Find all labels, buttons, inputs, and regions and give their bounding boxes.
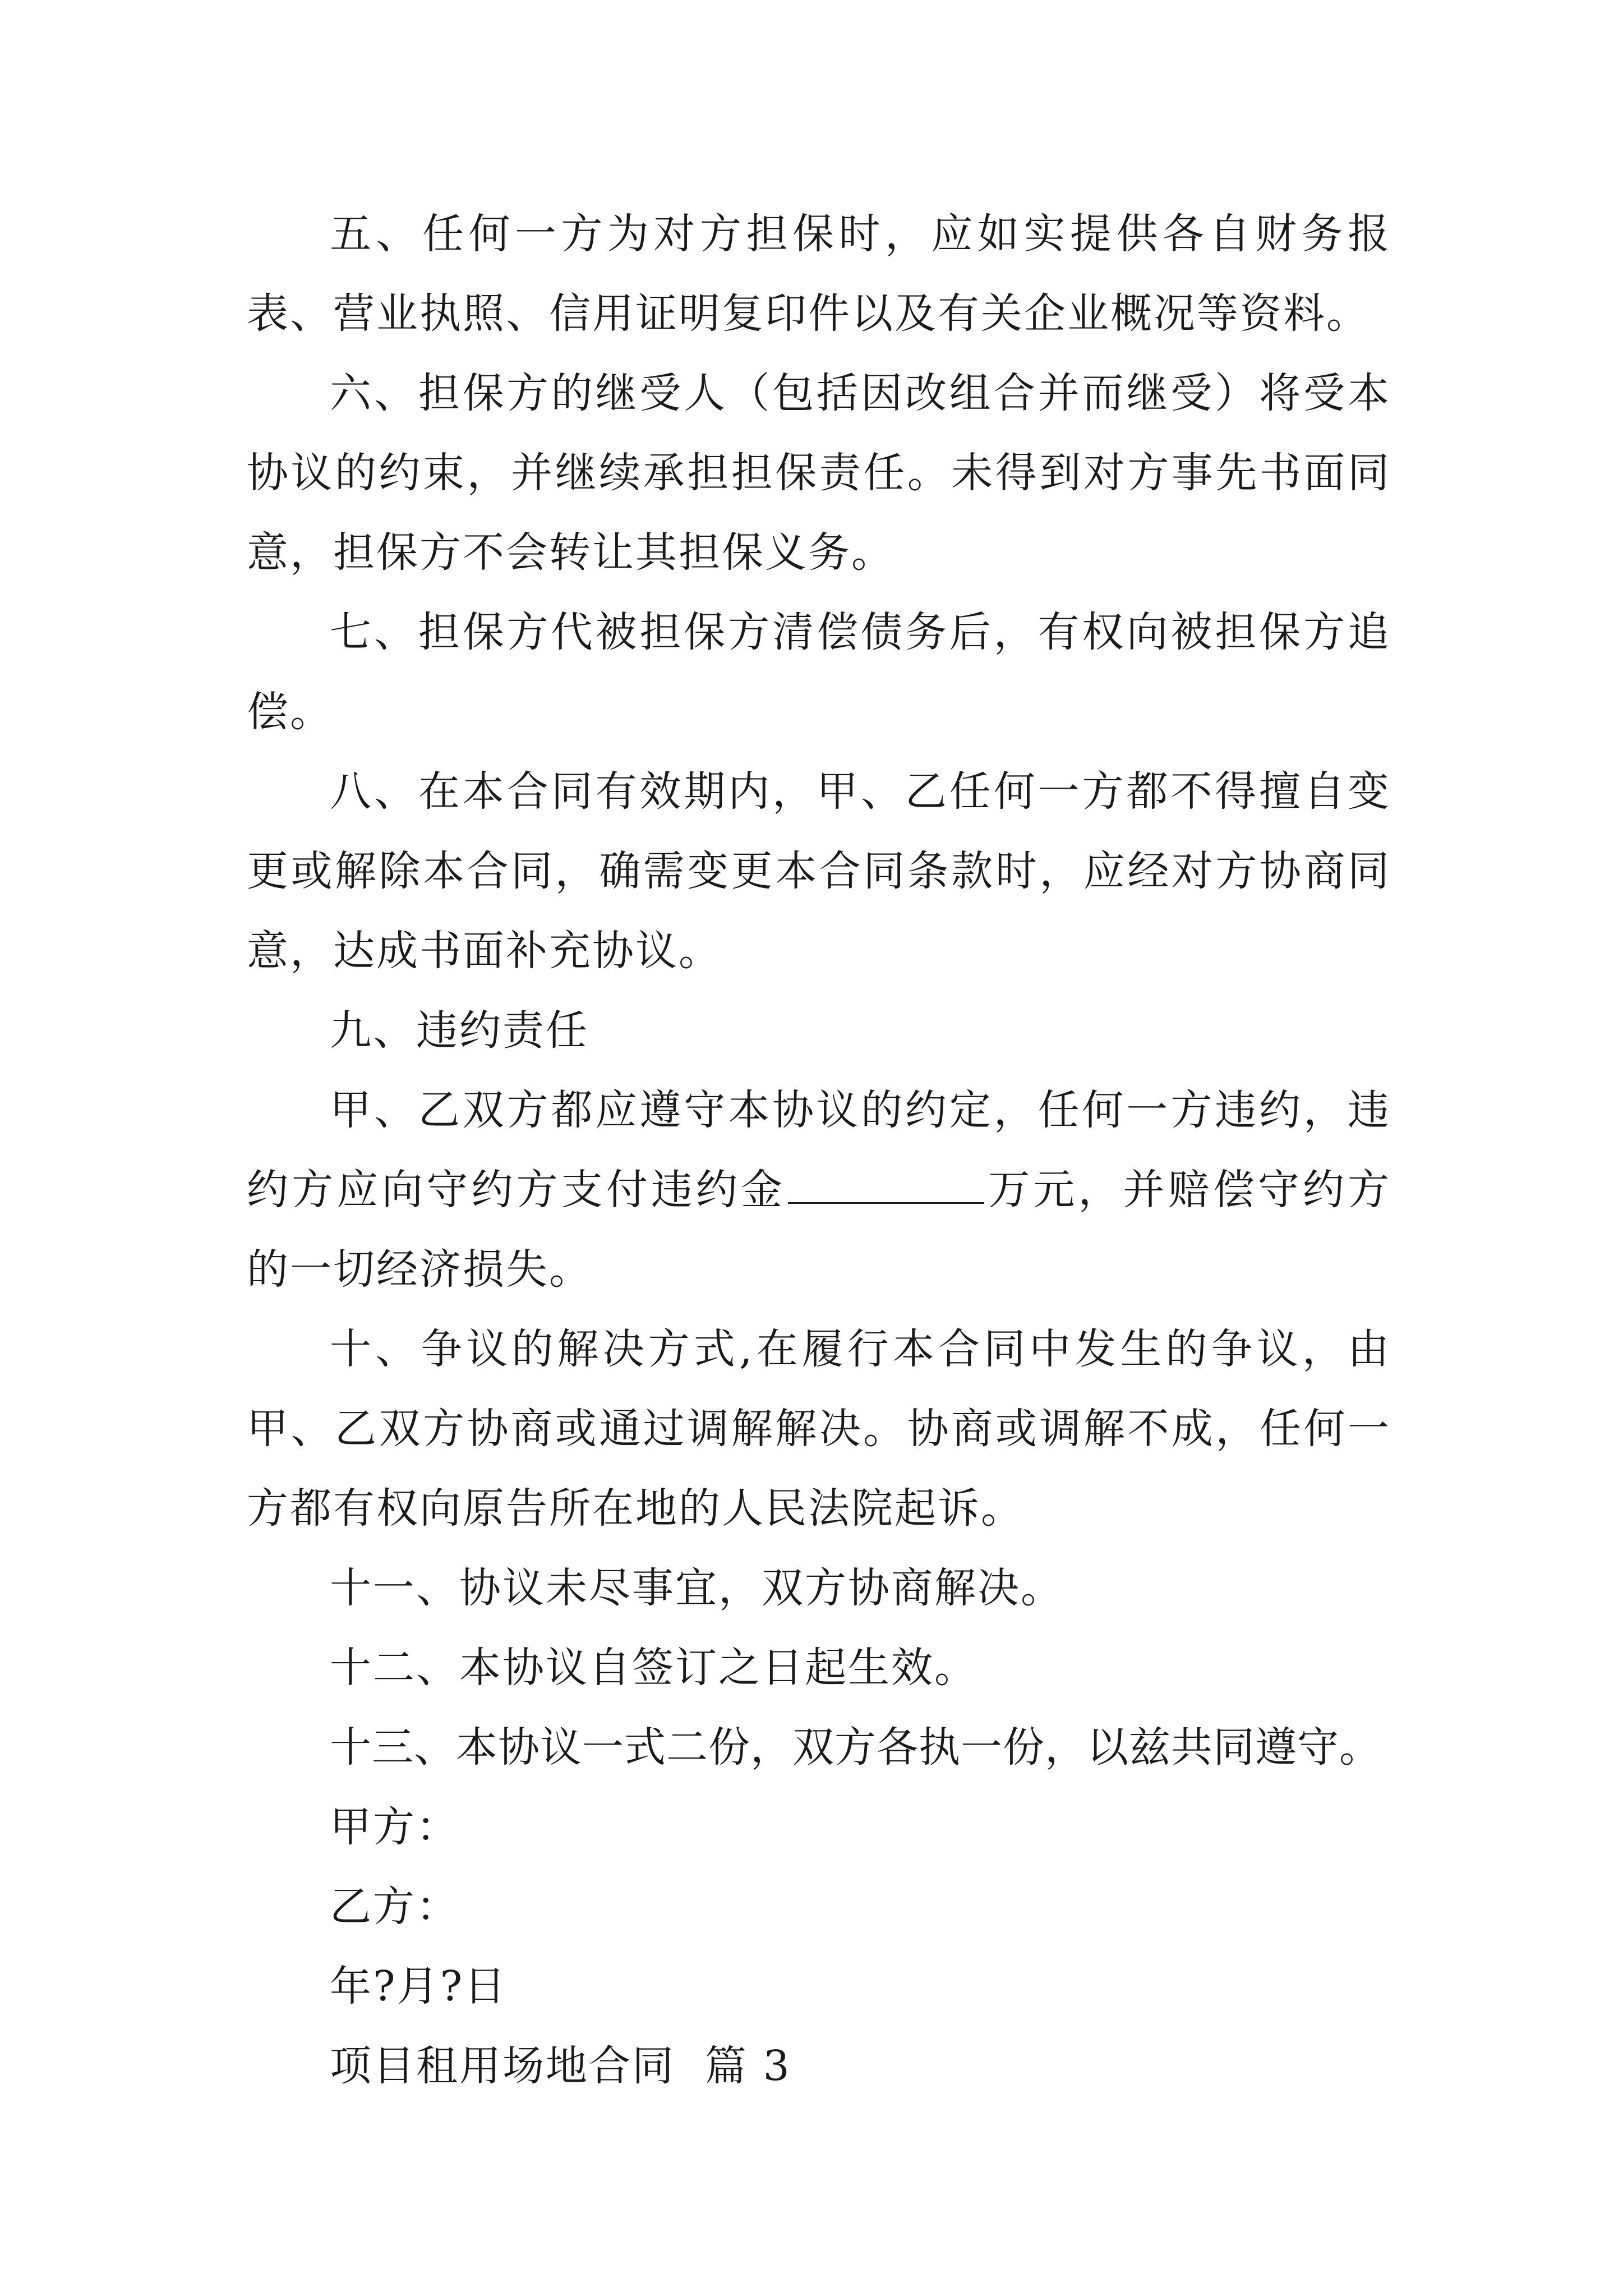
clause-12: 十二、本协议自签订之日起生效。 <box>330 1644 978 1692</box>
section-title: 项目租用场地合同 篇 3 <box>330 2042 791 2090</box>
party-a-signature: 甲方： <box>330 1803 459 1851</box>
clause-10: 十、争议的解决方式,在履行本合同中发生的争议，由甲、乙双方协商或通过调解解决。协商或调解不成，任何一方都有权向原告所在地的人民法院起诉。 <box>247 1325 1391 1533</box>
document-body <box>247 194 1391 2106</box>
clause-6: 六、担保方的继受人（包括因改组合并而继受）将受本协议的约束，并继续承担担保责任。未得到对方事先书面同意，担保方不会转让其担保义务。 <box>247 369 1391 577</box>
clause-11: 十一、协议未尽事宜，双方协商解决。 <box>330 1564 1064 1612</box>
clause-9-body <box>247 1070 1391 1309</box>
signature-date: 年?月?日 <box>330 1962 508 2010</box>
clause-8: 八、在本合同有效期内，甲、乙任何一方都不得擅自变更或解除本合同，确需变更本合同条款时，应经对方协商同意，达成书面补充协议。 <box>247 767 1391 975</box>
clause-5: 五、任何一方为对方担保时，应如实提供各自财务报表、营业执照、信用证明复印件以及有关企业概况等资料。 <box>247 210 1391 338</box>
clause-13: 十三、本协议一式二份，双方各执一份，以兹共同遵守。 <box>330 1723 1381 1772</box>
clause-9-body-start: 甲、乙双方都应遵守本协议的约定，任何一方违约，违约方应向守约方支付违约金 <box>247 1086 1391 1214</box>
clause-9-body-end: 万元，并赔偿守约方的一切经济损失。 <box>247 1166 1391 1294</box>
clause-7: 七、担保方代被担保方清偿债务后，有权向被担保方追偿。 <box>247 608 1391 736</box>
clause-9-heading: 九、违约责任 <box>330 1006 589 1055</box>
penalty-amount-blank <box>788 1168 984 1204</box>
party-b-signature: 乙方： <box>330 1883 459 1931</box>
